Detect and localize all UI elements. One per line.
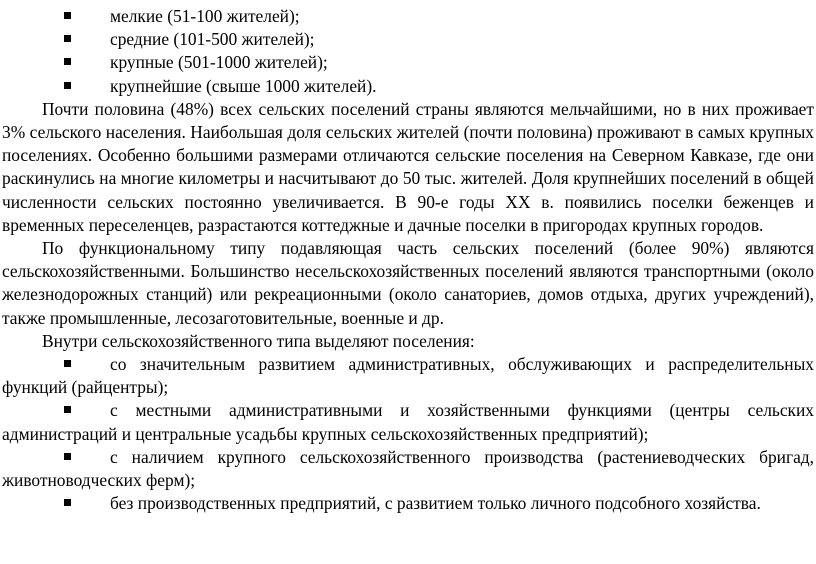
settlement-size-list	[2, 5, 814, 98]
square-bullet-icon	[64, 58, 71, 65]
paragraph-functional-type: По функциональному типу подавляющая часть сельских поселений (более 90%) являются сельскохозяйственными. Большинство несельскохозяйственных поселений являются транспортными (около железнодорожных станций) или рекреационными (около санаториев, домов отдыха, других учреждений), также промышленные, лесозаготовительные, военные и др.	[2, 237, 814, 328]
list-item	[2, 353, 814, 399]
square-bullet-icon	[64, 499, 71, 506]
paragraph-agri-intro: Внутри сельскохозяйственного типа выделяют поселения:	[42, 330, 475, 351]
list-item	[2, 5, 814, 28]
list-item-text: без производственных предприятий, с развитием только личного подсобного хозяйства.	[110, 493, 761, 514]
list-item	[2, 446, 814, 492]
square-bullet-icon	[64, 82, 71, 89]
list-item-text: средние (101-500 жителей);	[110, 29, 315, 50]
list-item	[2, 75, 814, 98]
list-item	[2, 399, 814, 445]
square-bullet-icon	[64, 35, 71, 42]
list-item	[2, 492, 814, 515]
list-item-text: с местными административными и хозяйственными функциями (центры сельских администраций и центральные усадьбы крупных сельскохозяйственных предприятий);	[2, 400, 814, 444]
document-page	[2, 0, 814, 515]
list-item-text: крупнейшие (свыше 1000 жителей).	[110, 75, 377, 96]
square-bullet-icon	[64, 453, 71, 460]
square-bullet-icon	[64, 406, 71, 413]
agri-type-list	[2, 353, 814, 515]
list-item-text: мелкие (51-100 жителей);	[110, 6, 300, 26]
square-bullet-icon	[64, 360, 71, 367]
list-item-text: крупные (501-1000 жителей);	[110, 52, 328, 73]
list-item-text: с наличием крупного сельскохозяйственного производства (растениеводческих бригад, животноводческих ферм);	[2, 446, 814, 490]
square-bullet-icon	[64, 12, 71, 19]
list-item	[2, 51, 814, 74]
list-item	[2, 28, 814, 51]
paragraph-settlement-share: Почти половина (48%) всех сельских поселений страны являются мельчайшими, но в них проживает 3% сельского населения. Наибольшая доля сельских жителей (почти половина) проживают в самых крупных поселениях. Особенно большими размерами отличаются сельские поселения на Северном Кавказе, где они раскинулись на многие километры и насчитывают до 50 тыс. жителей. Доля крупнейших поселений в общей численности сельских постоянно увеличивается. В 90-е годы XX в. появились поселки беженцев и временных переселенцев, разрастаются коттеджные и дачные поселки в пригородах крупных городов.	[2, 98, 814, 235]
list-item-text: со значительным развитием административных, обслуживающих и распределительных функций (райцентры);	[2, 353, 814, 398]
